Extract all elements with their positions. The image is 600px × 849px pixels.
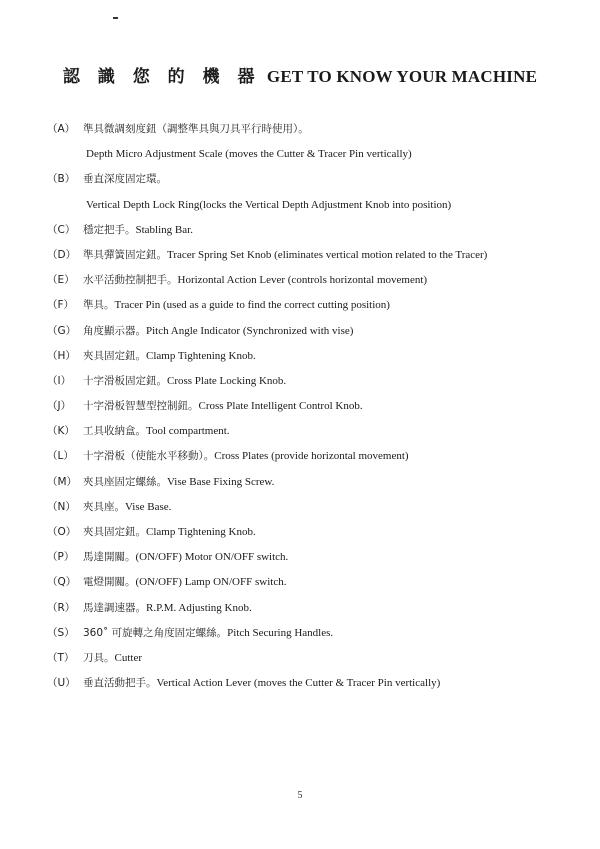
page-number: 5 bbox=[297, 790, 303, 801]
part-label: （D） bbox=[47, 248, 77, 261]
part-list-item bbox=[47, 394, 592, 419]
part-description-chinese: 夾具座固定螺絲。 bbox=[83, 475, 167, 488]
part-list-item-line bbox=[47, 394, 592, 419]
part-label: （E） bbox=[47, 274, 75, 287]
part-list-item-line bbox=[47, 243, 592, 268]
part-description-chinese: 角度顯示器。 bbox=[83, 324, 146, 337]
scan-mark bbox=[113, 17, 118, 19]
part-description-chinese: 馬達調速器。 bbox=[83, 601, 146, 614]
part-list-item-line bbox=[47, 671, 592, 696]
part-list-item bbox=[47, 268, 592, 293]
part-description-chinese: 360˚ 可旋轉之角度固定螺絲。 bbox=[83, 626, 228, 639]
part-label: （P） bbox=[47, 551, 75, 564]
part-list-item-line bbox=[47, 646, 592, 671]
part-description-english: Cutter bbox=[114, 651, 142, 664]
part-list-item-line bbox=[47, 218, 592, 243]
part-description-chinese: 水平活動控制把手。 bbox=[83, 274, 178, 287]
part-label: （R） bbox=[47, 601, 76, 614]
part-list-item-line bbox=[47, 167, 592, 192]
part-label: （H） bbox=[47, 349, 76, 362]
page-title-english: GET TO KNOW YOUR MACHINE bbox=[266, 67, 538, 86]
part-list-item-line bbox=[47, 520, 592, 545]
part-description-english: Tool compartment. bbox=[146, 425, 230, 438]
part-description-chinese: 電燈開關。 bbox=[83, 576, 136, 589]
part-list-item-line bbox=[47, 193, 592, 218]
part-label: （G） bbox=[47, 324, 77, 337]
page-title bbox=[0, 62, 600, 87]
part-list-item bbox=[47, 545, 592, 570]
part-list-item-line bbox=[47, 293, 592, 318]
part-description-chinese: 馬達開關。 bbox=[83, 551, 136, 564]
part-list-item-line bbox=[47, 495, 592, 520]
part-description-chinese: 十字滑板智慧型控制鈕。 bbox=[83, 400, 199, 413]
part-description-chinese: 刀具。 bbox=[83, 651, 115, 664]
part-description-chinese: 準具微調刻度鈕（調整準具與刀具平行時使用）。 bbox=[83, 123, 309, 135]
part-description-english: Depth Micro Adjustment Scale (moves the Cutter & Tracer Pin vertically) bbox=[86, 148, 412, 161]
part-description-english: Cross Plates (provide horizontal movement) bbox=[214, 450, 409, 463]
part-description-chinese: 十字滑板固定鈕。 bbox=[83, 374, 167, 387]
part-list-item bbox=[47, 444, 592, 469]
part-list-item bbox=[47, 646, 592, 671]
part-description-english: Tracer Spring Set Knob (eliminates vertical motion related to the Tracer) bbox=[167, 248, 488, 261]
part-list-item bbox=[47, 470, 592, 495]
part-description-chinese: 垂直活動把手。 bbox=[83, 677, 157, 690]
part-description-chinese: 夾具固定鈕。 bbox=[83, 526, 146, 539]
part-description-chinese: 垂直深度固定環。 bbox=[83, 173, 167, 186]
part-label: （O） bbox=[47, 526, 77, 539]
part-list-item-line bbox=[47, 268, 592, 293]
part-label: （M） bbox=[47, 475, 78, 488]
page-title-chinese: 認 識 您 的 機 器 bbox=[62, 67, 261, 87]
part-label: （U） bbox=[47, 677, 76, 690]
part-list-item bbox=[47, 117, 592, 167]
part-list-item bbox=[47, 596, 592, 621]
part-label: （I） bbox=[47, 374, 72, 387]
part-list-item bbox=[47, 570, 592, 595]
part-label: （Q） bbox=[47, 576, 77, 589]
part-list-item bbox=[47, 495, 592, 520]
parts-list bbox=[47, 117, 592, 696]
part-description-chinese: 工具收納盒。 bbox=[83, 425, 146, 438]
part-list-item bbox=[47, 293, 592, 318]
part-list-item-line bbox=[47, 570, 592, 595]
part-list-item bbox=[47, 621, 592, 646]
part-list-item bbox=[47, 243, 592, 268]
part-description-chinese: 準具彈簧固定鈕。 bbox=[83, 248, 167, 261]
part-description-english: Vertical Depth Lock Ring(locks the Vertical Depth Adjustment Knob into position) bbox=[86, 198, 452, 211]
part-description-english: Clamp Tightening Knob. bbox=[146, 526, 256, 539]
part-list-item bbox=[47, 218, 592, 243]
part-description-english: Tracer Pin (used as a guide to find the correct cutting position) bbox=[114, 299, 390, 312]
part-list-item-line bbox=[47, 419, 592, 444]
part-list-item bbox=[47, 671, 592, 696]
part-label: （J） bbox=[47, 400, 72, 413]
part-list-item-line bbox=[47, 344, 592, 369]
part-description-english: Stabling Bar. bbox=[135, 223, 193, 236]
part-list-item-line bbox=[47, 142, 592, 167]
part-label: （F） bbox=[47, 299, 75, 312]
part-description-english: R.P.M. Adjusting Knob. bbox=[146, 601, 252, 614]
part-list-item-line bbox=[47, 545, 592, 570]
part-description-chinese: 穩定把手。 bbox=[83, 223, 136, 236]
part-list-item-line bbox=[47, 369, 592, 394]
part-description-english: Cross Plate Locking Knob. bbox=[167, 374, 287, 387]
part-list-item-line bbox=[47, 117, 592, 142]
part-list-item bbox=[47, 167, 592, 217]
part-list-item-line bbox=[47, 319, 592, 344]
part-label: （L） bbox=[47, 450, 74, 463]
part-description-english: Horizontal Action Lever (controls horizontal movement) bbox=[177, 274, 428, 287]
part-label: （N） bbox=[47, 500, 76, 513]
part-description-english: (ON/OFF) Motor ON/OFF switch. bbox=[135, 551, 289, 564]
part-label: （A） bbox=[47, 123, 76, 135]
part-description-chinese: 十字滑板（使能水平移動）。 bbox=[83, 450, 215, 463]
part-description-chinese: 夾具座。 bbox=[83, 500, 125, 513]
part-description-english: (ON/OFF) Lamp ON/OFF switch. bbox=[135, 576, 287, 589]
part-list-item bbox=[47, 344, 592, 369]
part-description-chinese: 準具。 bbox=[83, 299, 115, 312]
part-list-item-line bbox=[47, 444, 592, 469]
part-list-item-line bbox=[47, 596, 592, 621]
part-label: （C） bbox=[47, 223, 76, 236]
part-description-english: Pitch Angle Indicator (Synchronized with vise) bbox=[146, 324, 354, 337]
part-description-english: Vise Base. bbox=[125, 500, 172, 513]
part-description-english: Clamp Tightening Knob. bbox=[146, 349, 256, 362]
part-description-english: Cross Plate Intelligent Control Knob. bbox=[198, 400, 363, 413]
part-list-item bbox=[47, 419, 592, 444]
part-list-item-line bbox=[47, 621, 592, 646]
part-description-chinese: 夾具固定鈕。 bbox=[83, 349, 146, 362]
part-list-item bbox=[47, 520, 592, 545]
part-description-english: Vise Base Fixing Screw. bbox=[167, 475, 275, 488]
part-list-item bbox=[47, 319, 592, 344]
part-label: （S） bbox=[47, 626, 75, 639]
part-list-item-line bbox=[47, 470, 592, 495]
part-list-item bbox=[47, 369, 592, 394]
part-description-english: Pitch Securing Handles. bbox=[227, 626, 334, 639]
part-label: （K） bbox=[47, 425, 75, 438]
part-description-english: Vertical Action Lever (moves the Cutter & Tracer Pin vertically) bbox=[156, 677, 441, 690]
part-label: （T） bbox=[47, 651, 75, 664]
part-label: （B） bbox=[47, 173, 76, 186]
